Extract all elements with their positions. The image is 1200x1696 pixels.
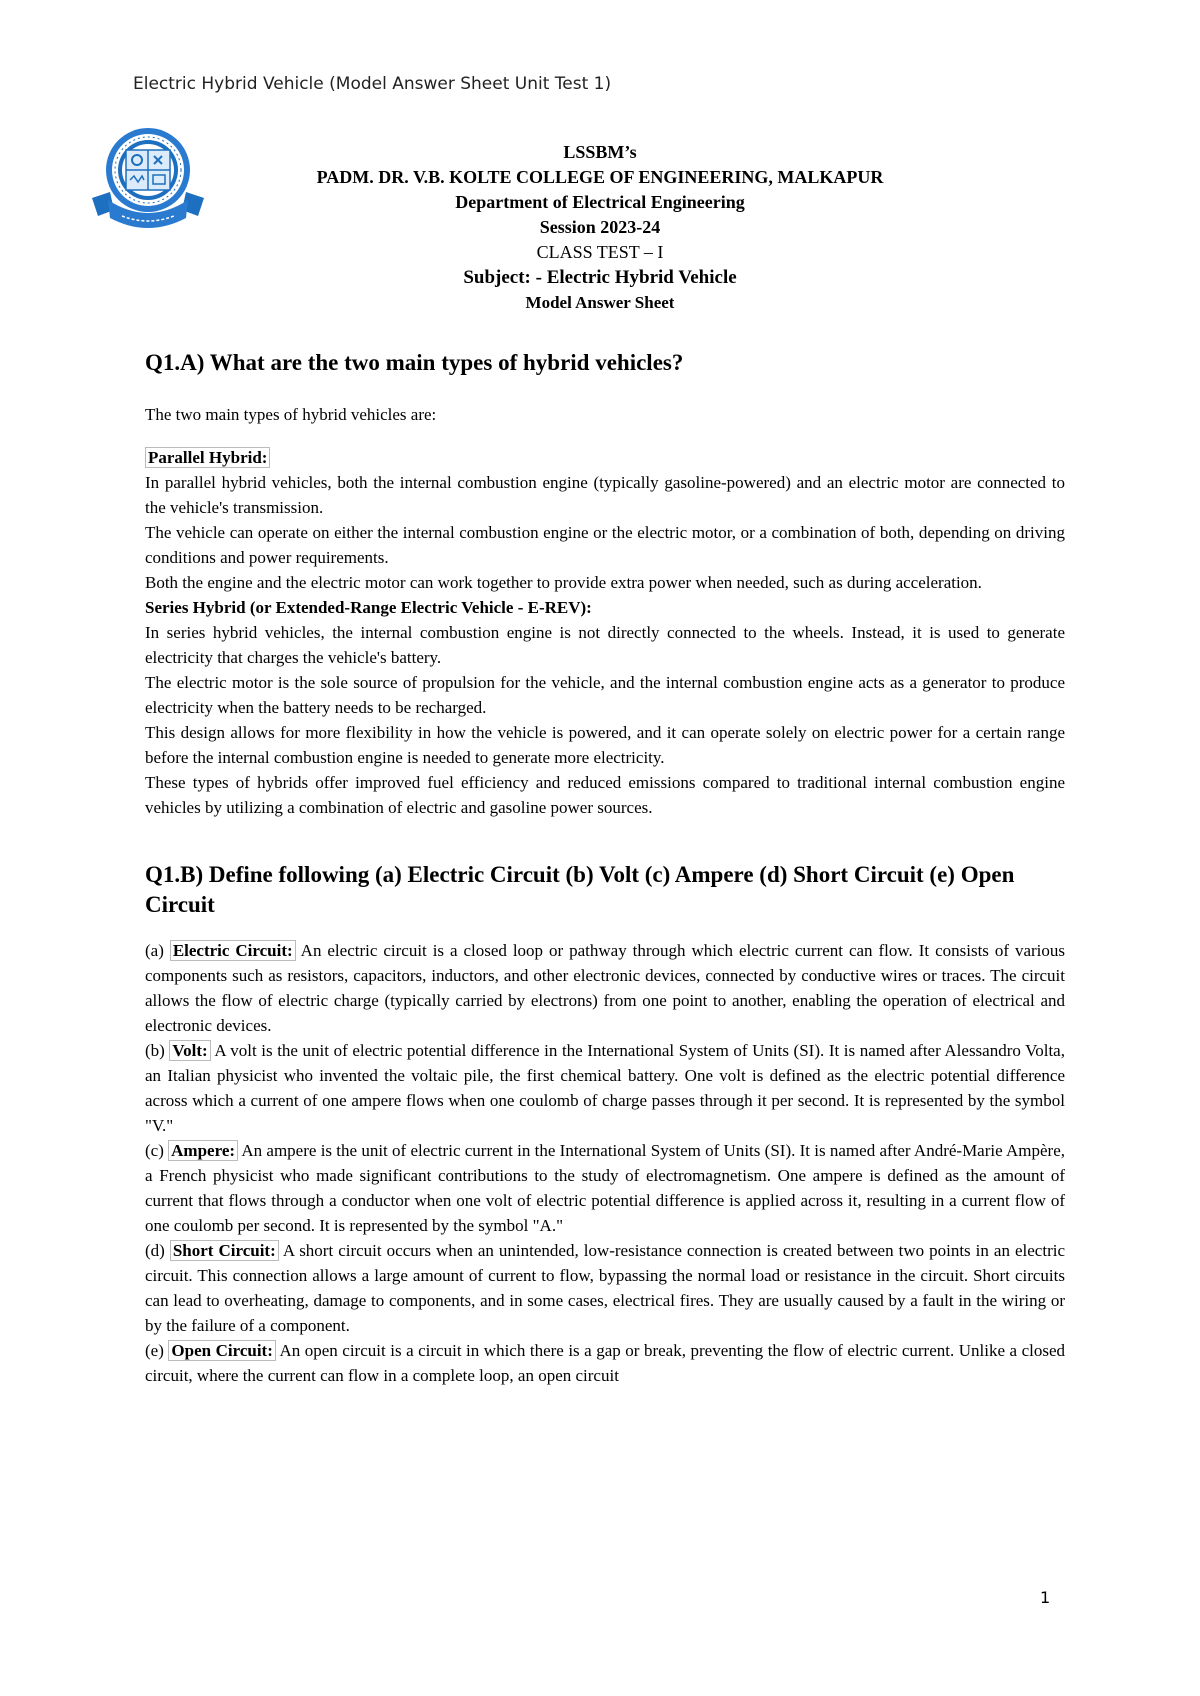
department-name: Department of Electrical Engineering bbox=[455, 192, 745, 212]
term-open-circuit: Open Circuit: bbox=[168, 1340, 275, 1361]
series-para-2: The electric motor is the sole source of propulsion for the vehicle, and the internal combustion engine acts as a generator to produce electricity when the battery needs to be recharged. bbox=[145, 673, 1065, 717]
definition-short-circuit: (d) Short Circuit: A short circuit occurs when an unintended, low-resistance connection is created between two points in an electric circuit. This connection allows a large amount of current to flow, bypassing the normal load or resistance in the circuit. Short circuits can lead to overheating, damage to components, and in some cases, electrical fires. They are usually caused by a fault in the wiring or by the failure of a component. bbox=[145, 1241, 1065, 1335]
sheet-label: Model Answer Sheet bbox=[525, 293, 675, 312]
parallel-hybrid-title: Parallel Hybrid: bbox=[145, 447, 270, 468]
definition-ampere: (c) Ampere: An ampere is the unit of electric current in the International System of Units (SI). It is named after André-Marie Ampère, a French physicist who made significant contributions to the study of electromagnetism. One ampere is defined as the amount of current that flows through a conductor when one volt of electric potential difference is applied across it, resulting in a current flow of one coulomb per second. It is represented by the symbol "A." bbox=[145, 1141, 1065, 1235]
subject-label: Subject: - Electric Hybrid Vehicle bbox=[463, 267, 737, 288]
q1b-heading: Q1.B) Define following (a) Electric Circuit (b) Volt (c) Ampere (d) Short Circuit (e) Open Circuit bbox=[145, 862, 1015, 917]
series-hybrid-title: Series Hybrid (or Extended-Range Electric Vehicle - E-REV): bbox=[145, 598, 592, 617]
term-short-circuit: Short Circuit: bbox=[170, 1240, 279, 1261]
series-para-3: This design allows for more flexibility in how the vehicle is powered, and it can operate solely on electric power for a certain range before the internal combustion engine is needed to generate more electricity. bbox=[145, 723, 1065, 767]
session-label: Session 2023-24 bbox=[539, 217, 661, 237]
org-name: LSSBM’s bbox=[563, 142, 637, 162]
q1a-heading: Q1.A) What are the two main types of hybrid vehicles? bbox=[145, 350, 684, 375]
definition-volt: (b) Volt: A volt is the unit of electric potential difference in the International System of Units (SI). It is named after Alessandro Volta, an Italian physicist who invented the voltaic pile, the first chemical battery. One volt is defined as the electric potential difference across which a current of one ampere flows when one coulomb of charge passes through it per second. It is represented by the symbol "V." bbox=[145, 1041, 1065, 1135]
definition-open-circuit: (e) Open Circuit: An open circuit is a circuit in which there is a gap or break, preventing the flow of electric current. Unlike a closed circuit, where the current can flow in a complete loop, an open circuit bbox=[145, 1341, 1065, 1385]
running-header: Electric Hybrid Vehicle (Model Answer Sheet Unit Test 1) bbox=[133, 74, 612, 94]
definition-electric-circuit: (a) Electric Circuit: An electric circuit is a closed loop or pathway through which electric current can flow. It consists of various components such as resistors, capacitors, inductors, and other electronic devices, connected by conductive wires or traces. The circuit allows the flow of electric charge (typically carried by electrons) from one point to another, enabling the operation of electrical and electronic devices. bbox=[145, 941, 1065, 1035]
parallel-para-1: In parallel hybrid vehicles, both the internal combustion engine (typically gasoline-powered) and an electric motor are connected to the vehicle's transmission. bbox=[145, 473, 1065, 517]
parallel-para-2: The vehicle can operate on either the internal combustion engine or the electric motor, or a combination of both, depending on driving conditions and power requirements. bbox=[145, 523, 1065, 567]
page-number: 1 bbox=[1040, 1588, 1051, 1607]
parallel-para-3: Both the engine and the electric motor can work together to provide extra power when needed, such as during acceleration. bbox=[145, 573, 982, 592]
q1a-conclusion: These types of hybrids offer improved fuel efficiency and reduced emissions compared to traditional internal combustion engine vehicles by utilizing a combination of electric and gasoline power sources. bbox=[145, 773, 1065, 817]
college-name: PADM. DR. V.B. KOLTE COLLEGE OF ENGINEERING, MALKAPUR bbox=[316, 167, 884, 187]
term-volt: Volt: bbox=[169, 1040, 210, 1061]
answer-content bbox=[145, 348, 1065, 1388]
test-label: CLASS TEST – I bbox=[536, 242, 664, 262]
term-ampere: Ampere: bbox=[168, 1140, 238, 1161]
series-para-1: In series hybrid vehicles, the internal combustion engine is not directly connected to the wheels. Instead, it is used to generate electricity that charges the vehicle's battery. bbox=[145, 623, 1065, 667]
term-electric-circuit: Electric Circuit: bbox=[170, 940, 296, 961]
title-block bbox=[0, 140, 1200, 315]
q1a-intro: The two main types of hybrid vehicles are: bbox=[145, 405, 437, 424]
